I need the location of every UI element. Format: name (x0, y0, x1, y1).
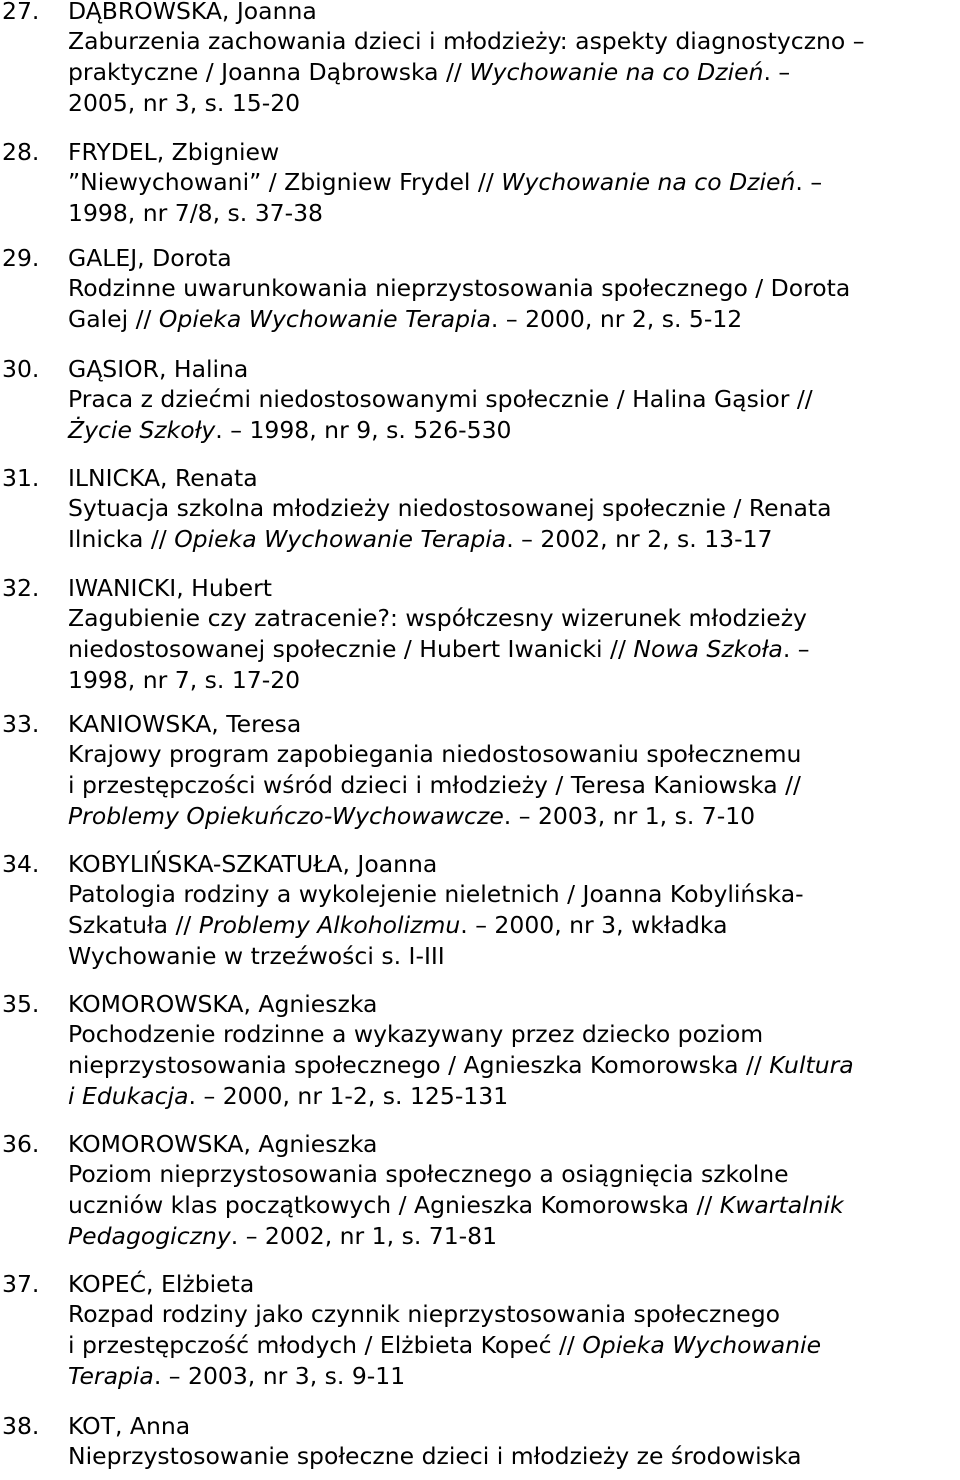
entry-author: DĄBROWSKA, Joanna (68, 0, 317, 25)
entry-author: KOMOROWSKA, Agnieszka (68, 1130, 378, 1158)
entry-description-line (68, 1330, 960, 1361)
entry-description-line (68, 198, 960, 229)
journal-title: Problemy Opiekuńczo-Wychowawcze (68, 802, 504, 830)
entry-author: KOT, Anna (68, 1412, 191, 1440)
entry-text: . – (763, 58, 791, 86)
bibliography-entry (0, 1130, 960, 1252)
entry-author: GALEJ, Dorota (68, 244, 232, 272)
entry-text: . – (795, 168, 823, 196)
entry-description-line (68, 26, 960, 57)
entry-author: KOBYLIŃSKA-SZKATUŁA, Joanna (68, 850, 438, 878)
journal-title: Problemy Alkoholizmu (198, 911, 461, 939)
entry-text: . – 2003, nr 3, s. 9-11 (153, 1362, 406, 1390)
bibliography-entry (0, 574, 960, 696)
entry-text: uczniów klas początkowych / Agnieszka Komorowska // (68, 1191, 720, 1219)
entry-author: KOMOROWSKA, Agnieszka (68, 990, 378, 1018)
bibliography-entry (0, 355, 960, 446)
journal-title: Opieka Wychowanie Terapia (174, 525, 507, 553)
entry-text: niedostosowanej społecznie / Hubert Iwanicki // (68, 635, 634, 663)
entry-description-line (68, 634, 960, 665)
entry-author: FRYDEL, Zbigniew (68, 138, 280, 166)
entry-description-line (68, 910, 960, 941)
entry-description-line (68, 1190, 960, 1221)
entry-author: KANIOWSKA, Teresa (68, 710, 302, 738)
entry-text: Praca z dziećmi niedostosowanymi społecznie / Halina Gąsior // (68, 385, 813, 413)
entry-number: 34. (2, 850, 40, 878)
journal-title: Terapia (68, 1362, 154, 1390)
journal-title: i Edukacja (68, 1082, 189, 1110)
entry-text: 2005, nr 3, s. 15-20 (68, 89, 301, 117)
entry-text: nieprzystosowania społecznego / Agnieszka Komorowska // (68, 1051, 770, 1079)
entry-description-line (68, 167, 960, 198)
entry-description-line (68, 770, 960, 801)
bibliography-entry (0, 1412, 960, 1472)
entry-description-line (68, 304, 960, 335)
entry-description-line (68, 384, 960, 415)
entry-text: Krajowy program zapobiegania niedostosowaniu społecznemu (68, 740, 802, 768)
bibliography-entry (0, 244, 960, 335)
bibliography-entry (0, 1270, 960, 1392)
entry-text: . – 2000, nr 3, wkładka (460, 911, 728, 939)
entry-text: Ilnicka // (68, 525, 175, 553)
entry-text: Nieprzystosowanie społeczne dzieci i młodzieży ze środowiska (68, 1442, 802, 1470)
entry-text: Zaburzenia zachowania dzieci i młodzieży: aspekty diagnostyczno – (68, 27, 865, 55)
entry-number: 33. (2, 710, 40, 738)
journal-title: Opieka Wychowanie (582, 1331, 822, 1359)
entry-text: praktyczne / Joanna Dąbrowska // (68, 58, 470, 86)
entry-author: ILNICKA, Renata (68, 464, 258, 492)
entry-author: IWANICKI, Hubert (68, 574, 272, 602)
bibliography-entry (0, 990, 960, 1112)
entry-number: 35. (2, 990, 40, 1018)
journal-title: Wychowanie na co Dzień (469, 58, 764, 86)
entry-description-line (68, 273, 960, 304)
entry-text: Poziom nieprzystosowania społecznego a osiągnięcia szkolne (68, 1160, 789, 1188)
journal-title: Kwartalnik (719, 1191, 844, 1219)
entry-description-line (68, 665, 960, 696)
journal-title: Wychowanie na co Dzień (501, 168, 796, 196)
bibliography-entry (0, 850, 960, 972)
journal-title: Życie Szkoły (68, 416, 216, 444)
entry-number: 29. (2, 244, 40, 272)
entry-text: Szkatuła // (68, 911, 199, 939)
journal-title: Nowa Szkoła (633, 635, 783, 663)
entry-number: 30. (2, 355, 40, 383)
entry-description-line (68, 1299, 960, 1330)
entry-number: 36. (2, 1130, 40, 1158)
entry-description-line (68, 879, 960, 910)
entry-description-line (68, 1361, 960, 1392)
entry-description-line (68, 415, 960, 446)
entry-author: KOPEĆ, Elżbieta (68, 1270, 255, 1298)
entry-text: . – 2000, nr 2, s. 5-12 (490, 305, 743, 333)
entry-description-line (68, 493, 960, 524)
entry-text: Sytuacja szkolna młodzieży niedostosowanej społecznie / Renata (68, 494, 832, 522)
entry-number: 31. (2, 464, 40, 492)
entry-text: Wychowanie w trzeźwości s. I-III (68, 942, 445, 970)
entry-description-line (68, 1441, 960, 1472)
journal-title: Opieka Wychowanie Terapia (158, 305, 491, 333)
entry-text: 1998, nr 7, s. 17-20 (68, 666, 301, 694)
bibliography-entry (0, 0, 960, 119)
entry-description-line (68, 1081, 960, 1112)
entry-description-line (68, 1050, 960, 1081)
entry-number: 32. (2, 574, 40, 602)
entry-text: Zagubienie czy zatracenie?: współczesny wizerunek młodzieży (68, 604, 807, 632)
entry-description-line (68, 1221, 960, 1252)
entry-text: Patologia rodziny a wykolejenie nieletnich / Joanna Kobylińska- (68, 880, 804, 908)
entry-text: 1998, nr 7/8, s. 37-38 (68, 199, 324, 227)
entry-description-line (68, 941, 960, 972)
entry-text: Galej // (68, 305, 159, 333)
entry-number: 37. (2, 1270, 40, 1298)
entry-description-line (68, 1159, 960, 1190)
entry-text: . – 2002, nr 2, s. 13-17 (506, 525, 773, 553)
entry-description-line (68, 57, 960, 88)
entry-text: i przestępczość młodych / Elżbieta Kopeć // (68, 1331, 583, 1359)
entry-text: i przestępczości wśród dzieci i młodzieży / Teresa Kaniowska // (68, 771, 801, 799)
entry-description-line (68, 603, 960, 634)
entry-text: Pochodzenie rodzinne a wykazywany przez dziecko poziom (68, 1020, 764, 1048)
entry-text: Rodzinne uwarunkowania nieprzystosowania społecznego / Dorota (68, 274, 851, 302)
entry-author: GĄSIOR, Halina (68, 355, 249, 383)
entry-number: 38. (2, 1412, 40, 1440)
entry-number: 27. (2, 0, 40, 25)
entry-text: Rozpad rodziny jako czynnik nieprzystosowania społecznego (68, 1300, 781, 1328)
bibliography-entry (0, 138, 960, 229)
entry-text: . – 1998, nr 9, s. 526-530 (215, 416, 512, 444)
entry-text: . – 2000, nr 1-2, s. 125-131 (188, 1082, 509, 1110)
journal-title: Kultura (769, 1051, 854, 1079)
bibliography-entry (0, 464, 960, 555)
entry-text: . – (782, 635, 810, 663)
entry-description-line (68, 801, 960, 832)
entry-number: 28. (2, 138, 40, 166)
bibliography-entry (0, 710, 960, 832)
entry-text: . – 2002, nr 1, s. 71-81 (230, 1222, 498, 1250)
entry-description-line (68, 88, 960, 119)
entry-text: . – 2003, nr 1, s. 7-10 (503, 802, 756, 830)
entry-text: ”Niewychowani” / Zbigniew Frydel // (68, 168, 502, 196)
entry-description-line (68, 1019, 960, 1050)
journal-title: Pedagogiczny (68, 1222, 231, 1250)
entry-description-line (68, 739, 960, 770)
entry-description-line (68, 524, 960, 555)
